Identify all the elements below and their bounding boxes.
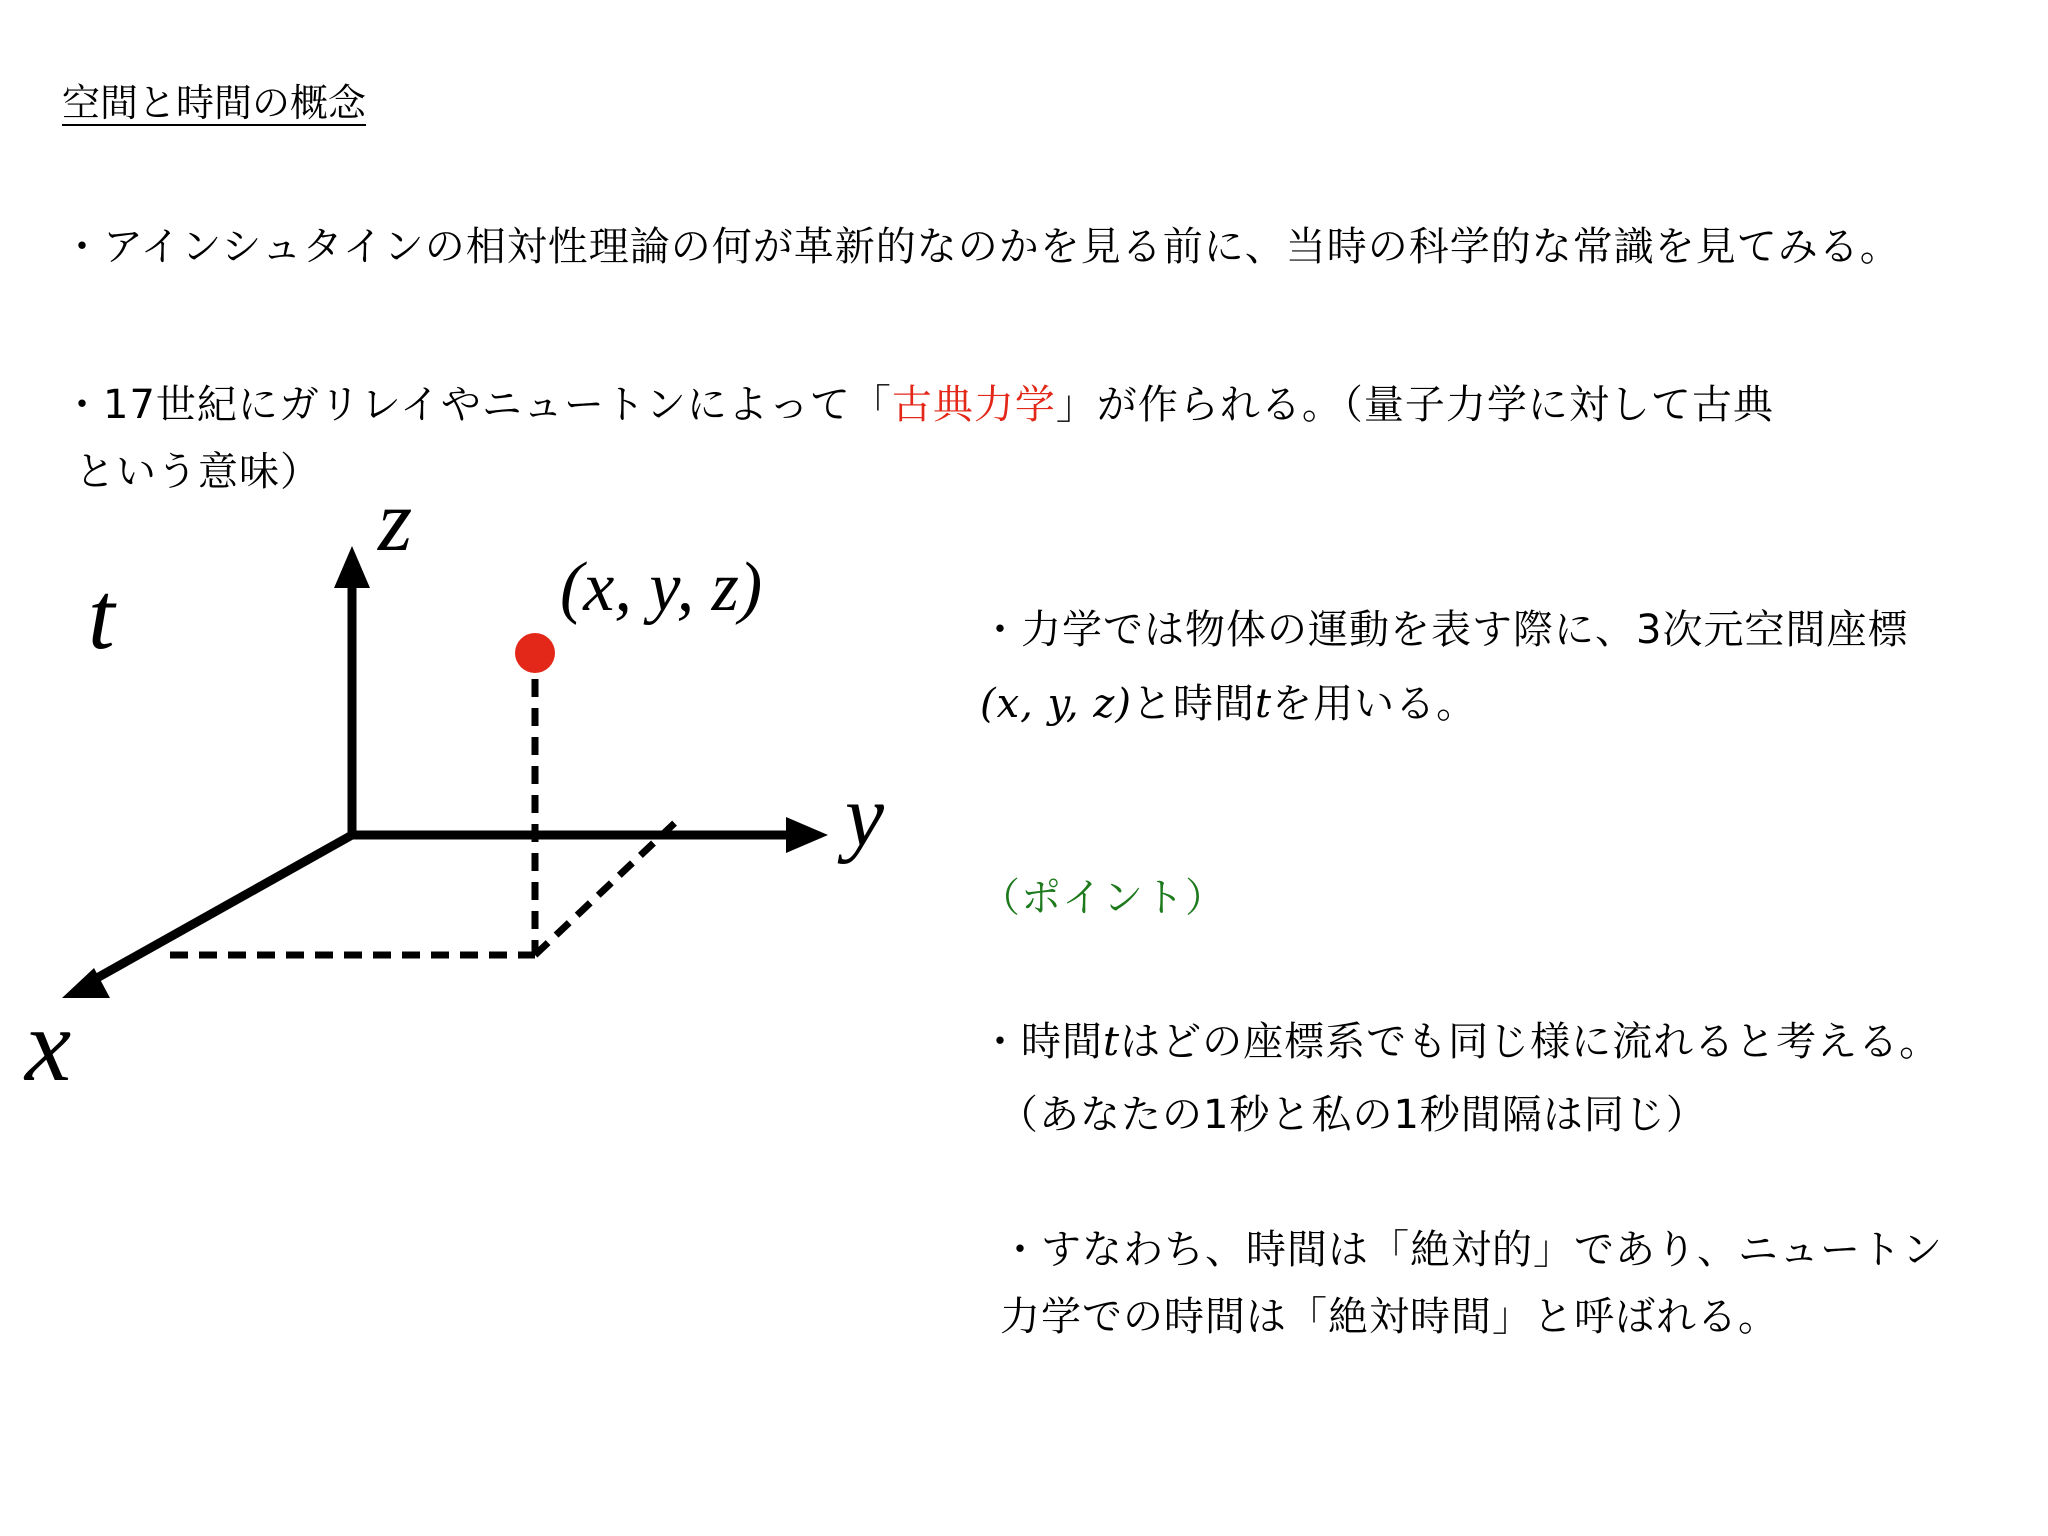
time-statement-post: はどの座標系でも同じ様に流れると考える。 — [1120, 1019, 1941, 1065]
time-symbol-2: t — [1103, 1019, 1121, 1065]
page-title: 空間と時間の概念 — [62, 81, 367, 125]
time-statement-pre: ・時間 — [980, 1019, 1103, 1065]
x-axis — [88, 835, 352, 983]
mechanics-end-text: を用いる。 — [1272, 681, 1478, 727]
y-axis-arrowhead — [786, 817, 828, 853]
bullet-classical-line2: という意味） — [75, 449, 321, 495]
label-z: z — [378, 473, 413, 570]
bullet-intro: ・アインシュタインの相対性理論の何が革新的なのかを見る前に、当時の科学的な常識を見てみる。 — [62, 224, 1901, 270]
mechanics-mid-text: と時間 — [1132, 681, 1255, 727]
coordinate-diagram — [0, 460, 940, 1120]
mechanics-description-line1: ・力学では物体の運動を表す際に、3次元空間座標 — [980, 607, 1909, 653]
label-y: y — [845, 768, 885, 865]
time-symbol: t — [1255, 681, 1273, 727]
bullet-classical-post: 」が作られる。（量子力学に対して古典 — [1055, 382, 1774, 428]
bullet-classical-pre: ・17世紀にガリレイやニュートンによって「 — [62, 382, 892, 428]
classical-mechanics-highlight: 古典力学 — [891, 382, 1056, 428]
absolute-time-line1: ・すなわち、時間は「絶対的」であり、ニュートン — [1000, 1227, 1943, 1273]
bullet-classical-mechanics — [62, 373, 1774, 430]
time-statement-line2: （あなたの1秒と私の1秒間隔は同じ） — [998, 1092, 1707, 1138]
label-t: t — [88, 562, 115, 669]
mechanics-description-line2 — [980, 672, 1477, 729]
point-label: (x, y, z) — [560, 549, 763, 626]
label-x: x — [25, 988, 72, 1103]
point-heading: （ポイント） — [980, 875, 1226, 921]
absolute-time-line2: 力学での時間は「絶対時間」と呼ばれる。 — [1000, 1294, 1779, 1340]
coordinate-notation: (x, y, z) — [980, 681, 1132, 727]
z-axis-arrowhead — [334, 546, 370, 588]
time-statement-line1 — [980, 1010, 1940, 1067]
point-marker — [515, 633, 555, 673]
